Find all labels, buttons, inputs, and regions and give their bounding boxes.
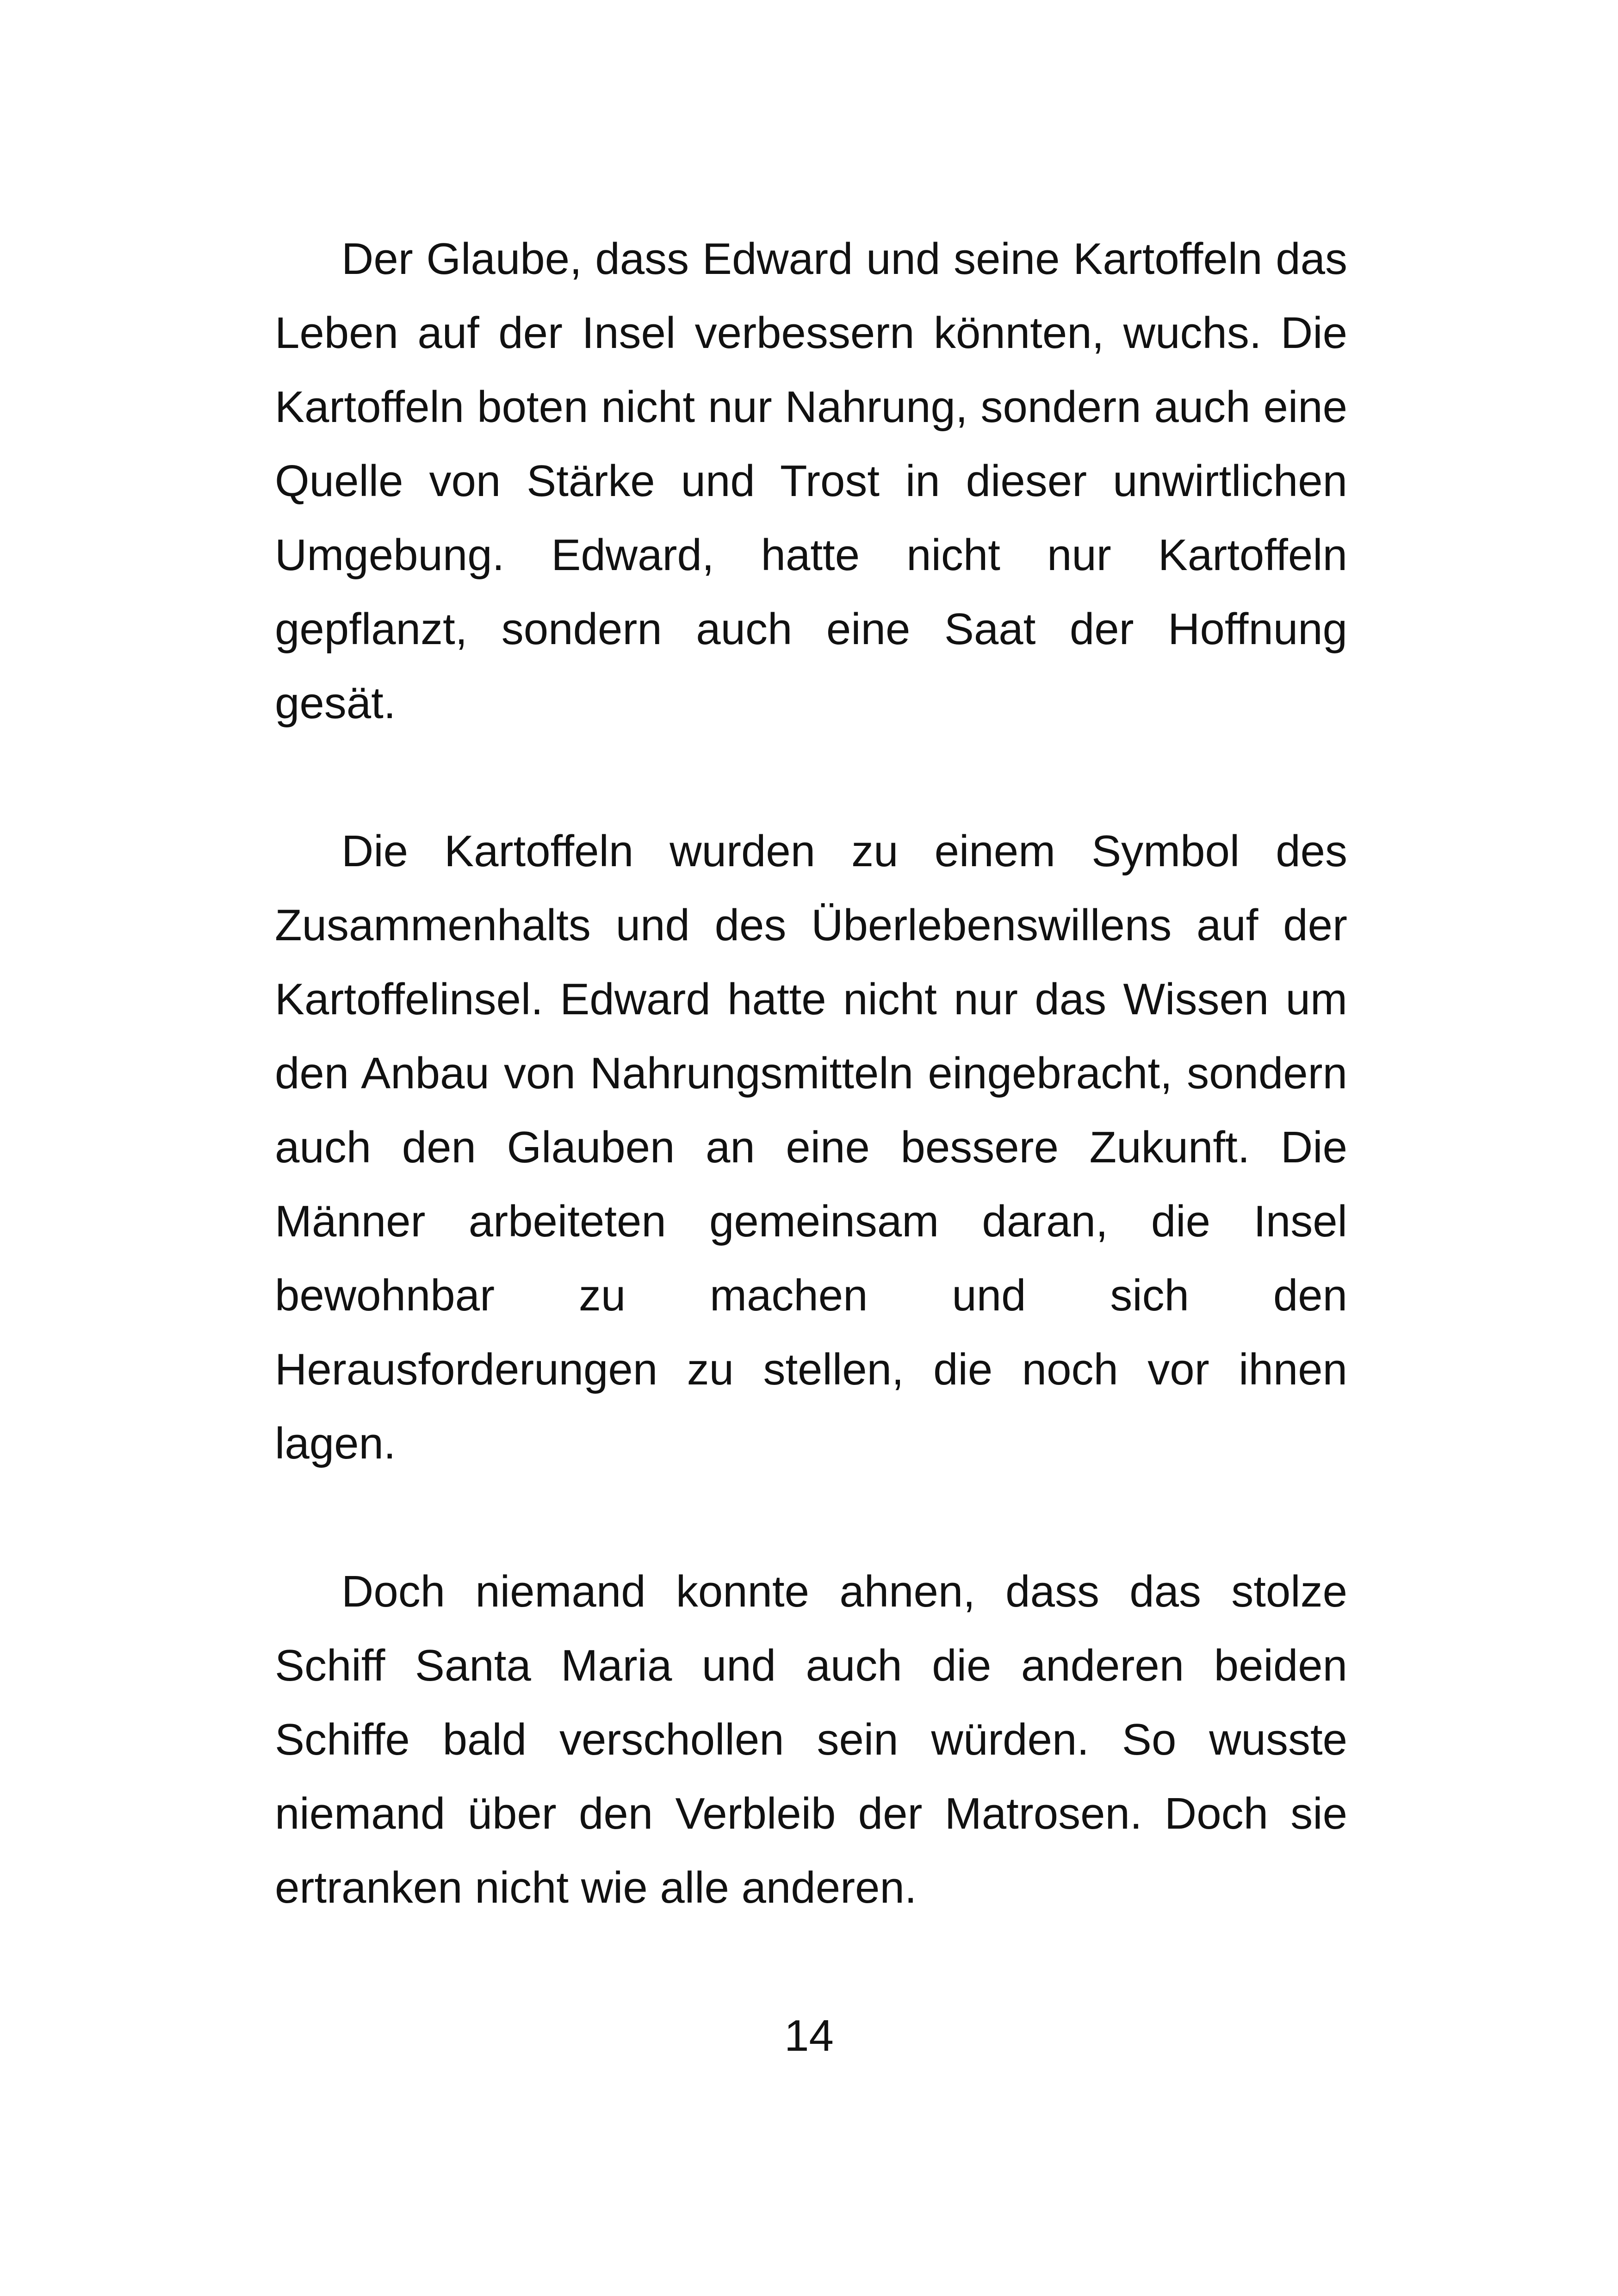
paragraph-1: Der Glaube, dass Edward und seine Kartoffeln das Leben auf der Insel verbessern könnten, wuchs. Die Kartoffeln boten nicht nur Nahrung, sondern auch eine Quelle von Stärke und Trost in dieser unwirtlichen Umgebung. Edward, hatte nicht nur Kartoffeln gepflanzt, sondern auch eine Saat der Hoffnung gesät.: [275, 234, 1347, 728]
paragraph-2: Die Kartoffeln wurden zu einem Symbol des Zusammenhalts und des Überlebenswillens auf der Kartoffelinsel. Edward hatte nicht nur das Wissen um den Anbau von Nahrungsmitteln eingebracht, sondern auch den Glauben an eine bessere Zukunft. Die Männer arbeiteten gemeinsam daran, die Insel bewohnbar zu machen und sich den Herausforderungen zu stellen, die noch vor ihnen lagen.: [275, 826, 1347, 1468]
paragraph-3: Doch niemand konnte ahnen, dass das stolze Schiff Santa Maria und auch die anderen beiden Schiffe bald verschollen sein würden. So wusste niemand über den Verbleib der Matrosen. Doch sie ertranken nicht wie alle anderen.: [275, 1567, 1347, 1912]
body-text: [275, 222, 1347, 1925]
page-number: 14: [784, 2011, 834, 2060]
